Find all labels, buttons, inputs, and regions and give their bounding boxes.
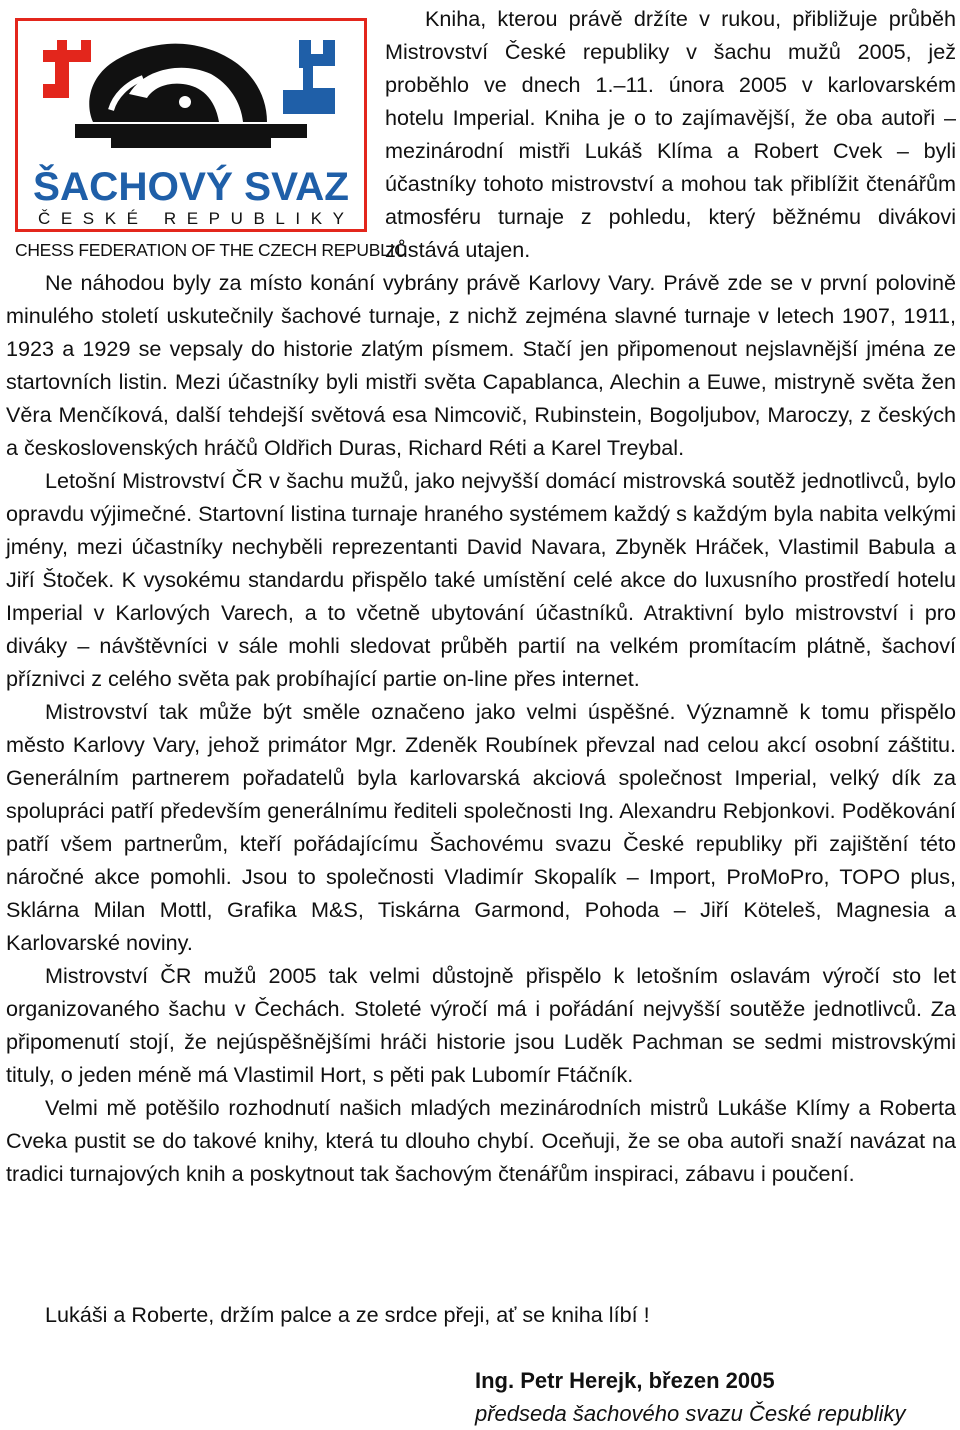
intro-column: [385, 2, 956, 266]
knight-icon: [89, 44, 267, 122]
paragraph-anniversary: Mistrovství ČR mužů 2005 tak velmi důstojně přispělo k letošním oslavám výročí sto let organizovaného šachu v Čechách. Stoleté výročí má i pořádání nejvyšší soutěže jednotlivců. Za připomenutí stojí, že nejúspěšnějšími hráči historie jsou Luděk Pachman se sedmi mistrovskými tituly, o jeden méně má Vlastimil Hort, s pěti pak Lubomír Ftáčník.: [6, 963, 956, 1087]
paragraph-championship: Letošní Mistrovství ČR v šachu mužů, jako nejvyšší domácí mistrovská soutěž jednotlivců, bylo opravdu výjimečné. Startovní listina turnaje hraného systémem každý s každým byla nabita velkými jmény, mezi účastníky nechyběli reprezentanti David Navara, Zbyněk Hráček, Vlastimil Babula a Jiří Štoček. K vysokému standardu přispělo také umístění celé akce do luxusního prostředí hotelu Imperial v Karlových Varech, a to včetně ubytování účastníků. Atraktivní bylo mistrovství i pro diváky – návštěvníci v sále mohli sledovat průběh partií na velkém promítacím plátně, šachoví příznivci z celého světa pak probíhající partie on-line přes internet.: [6, 468, 956, 691]
signature-name: Ing. Petr Herejk, březen 2005: [475, 1368, 775, 1393]
blue-rook-icon: [283, 40, 335, 114]
body-text: [6, 266, 956, 1190]
paragraph-karlovy-vary: Ne náhodou byly za místo konání vybrány právě Karlovy Vary. Právě zde se v první polovině minulého století uskutečnily šachové turnaje, z nichž zejména slavné turnaje v letech 1907, 1911, 1923 a 1929 se vepsaly do historie zlatým písmem. Stačí jen připomenout nejslavnější jména ze startovních listin. Mezi účastníky byli mistři světa Capablanca, Alechin a Euwe, mistryně světa žen Věra Menčíková, další tehdejší světová esa Nimcovič, Rubinstein, Bogoljubov, Maroczy, z českých a československých hráčů Oldřich Duras, Richard Réti a Karel Treybal.: [6, 270, 956, 460]
red-rook-icon: [43, 40, 91, 98]
logo-name: ŠACHOVÝ SVAZ: [33, 165, 346, 209]
logo-caption: CHESS FEDERATION OF THE CZECH REPUBLIC: [15, 240, 407, 260]
closing-line: Lukáši a Roberte, držím palce a ze srdce přeji, ať se kniha líbí !: [45, 1302, 650, 1327]
paragraph-partners: Mistrovství tak může být směle označeno jako velmi úspěšné. Významně k tomu přispělo město Karlovy Vary, jehož primátor Mgr. Zdeněk Roubínek převzal nad celou akcí osobní záštitu. Generálním partnerem pořadatelů byla karlovarská akciová společnost Imperial, velký dík za spolupráci patří především generálnímu řediteli společnosti Ing. Alexandru Rebjonkovi. Poděkování patří všem partnerům, kteří pořádajícímu Šachovému svazu České republiky při zajištění této náročné akce pomohli. Jsou to společnosti Vladimír Skopalík – Import, ProMoPro, TOPO plus, Sklárna Milan Mottl, Grafika M&S, Tiskárna Garmond, Pohoda – Jiří Köteleš, Magnesia a Karlovarské noviny.: [6, 699, 956, 955]
logo-artwork: [15, 18, 367, 232]
intro-paragraph: Kniha, kterou právě držíte v rukou, přibližuje průběh Mistrovství České republiky v šachu mužů 2005, jež proběhlo ve dnech 1.–11. února 2005 v karlovarském hotelu Imperial. Kniha je o to zajímavější, že oba autoři – mezinárodní mistři Lukáš Klíma a Robert Cvek – byli účastníky tohoto mistrovství a mohou tak přiblížit čtenářům atmosféru turnaje z pohledu, který běžnému divákovi zůstává utajen.: [385, 6, 956, 262]
chess-federation-logo: [12, 16, 407, 262]
logo-subtitle: ČESKÉ REPUBLIKY: [38, 209, 344, 228]
signature-role: předseda šachového svazu České republiky: [475, 1401, 906, 1426]
paragraph-authors: Velmi mě potěšilo rozhodnutí našich mladých mezinárodních mistrů Lukáše Klímy a Roberta Cveka pustit se do takové knihy, která tu dlouho chybí. Oceňuji, že se oba autoři snaží navázat na tradici turnajových knih a poskytnout tak šachovým čtenářům inspiraci, zábavu i poučení.: [6, 1095, 956, 1186]
